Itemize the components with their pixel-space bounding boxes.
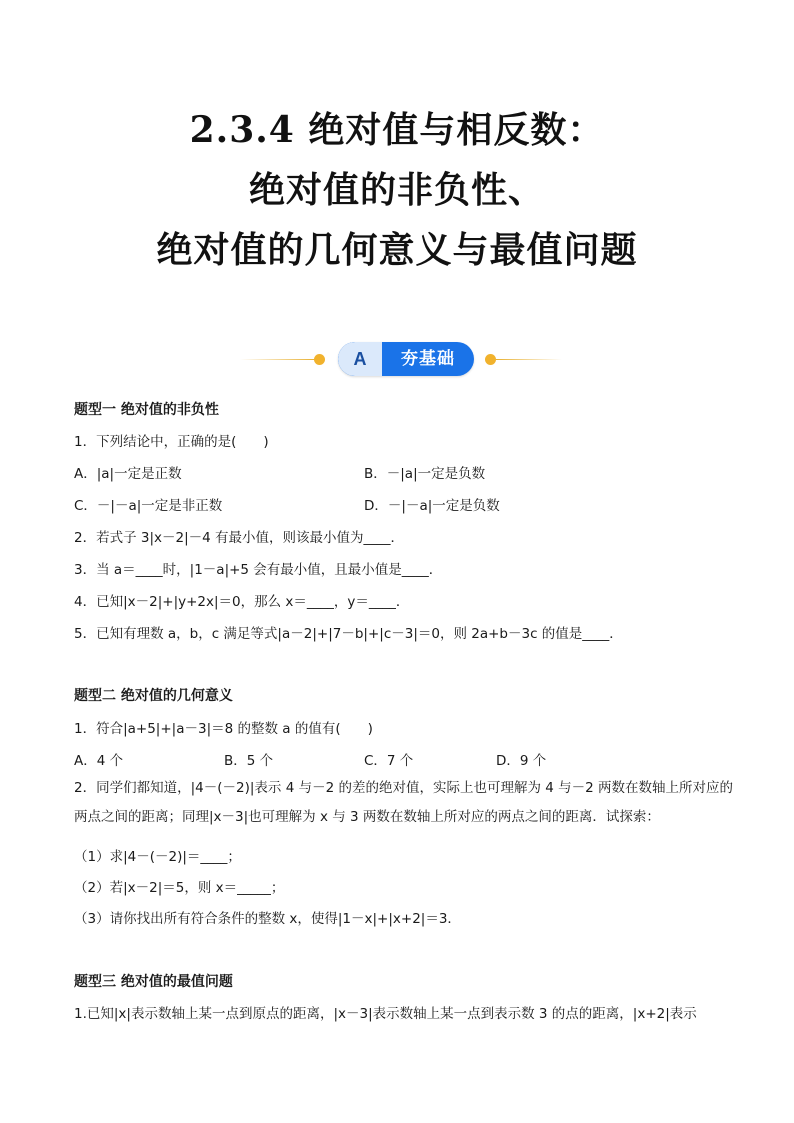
banner-badge: A [338,342,382,376]
banner-label: 夯基础 [401,349,455,369]
title-block [0,100,794,280]
s1-q5: 5．已知有理数 a，b，c 满足等式|a－2|+|7－b|+|c－3|＝0，则 2a+b－3c 的值是____． [74,626,623,642]
s2-q2-part1: （1）求|4－(－2)|＝____； [74,849,241,865]
s1-q1-option-b: B．－|a|一定是负数 [364,466,486,482]
s2-q1-option-b: B．5 个 [224,753,274,769]
section-banner [0,342,794,376]
s1-q3: 3．当 a＝____时，|1－a|+5 会有最小值，且最小值是____． [74,562,443,578]
s1-q1-option-a: A．|a|一定是正数 [74,466,182,482]
section1-heading: 题型一 绝对值的非负性 [74,402,219,418]
s1-q1-option-c: C．－|－a|一定是非正数 [74,498,223,514]
s2-q1-option-a: A．4 个 [74,753,124,769]
s2-q2-part3: （3）请你找出所有符合条件的整数 x，使得|1－x|+|x+2|＝3． [74,911,461,927]
banner-pill [338,342,474,376]
section2-heading: 题型二 绝对值的几何意义 [74,688,233,704]
s2-q1-option-c: C．7 个 [364,753,414,769]
s1-q1-option-d: D．－|－a|一定是负数 [364,498,500,514]
s2-q1-option-d: D．9 个 [496,753,547,769]
banner-dot-left [314,354,325,365]
s3-q1: 1.已知|x|表示数轴上某一点到原点的距离，|x－3|表示数轴上某一点到表示数 3 的点的距离，|x+2|表示 [74,1006,697,1022]
title-line-1: 2.3.4 绝对值与相反数： [189,109,605,151]
s2-q2-part2: （2）若|x－2|＝5，则 x＝_____； [74,880,285,896]
banner-dot-right [485,354,496,365]
s2-q1-stem: 1．符合|a+5|+|a－3|＝8 的整数 a 的值有( ) [74,721,373,737]
title-line-2: 绝对值的非负性、 [248,169,545,211]
s1-q1-stem: 1．下列结论中，正确的是( ) [74,434,269,450]
section3-heading: 题型三 绝对值的最值问题 [74,974,233,990]
s1-q2: 2．若式子 3|x－2|－4 有最小值，则该最小值为____． [74,530,405,546]
title-line-3: 绝对值的几何意义与最值问题 [156,229,638,271]
banner-line-left [240,359,316,360]
s2-q2-text: 2．同学们都知道，|4－(－2)|表示 4 与－2 的差的绝对值，实际上也可理解为 4 与－2 两数在数轴上所对应的两点之间的距离；同理|x－3|也可理解为 x 与 3 两数在数轴上所对应的两点之间的距离．试探索： [74,780,734,825]
s1-q4: 4．已知|x－2|+|y+2x|＝0，那么 x＝____，y＝____． [74,594,410,610]
banner-line-right [496,359,562,360]
